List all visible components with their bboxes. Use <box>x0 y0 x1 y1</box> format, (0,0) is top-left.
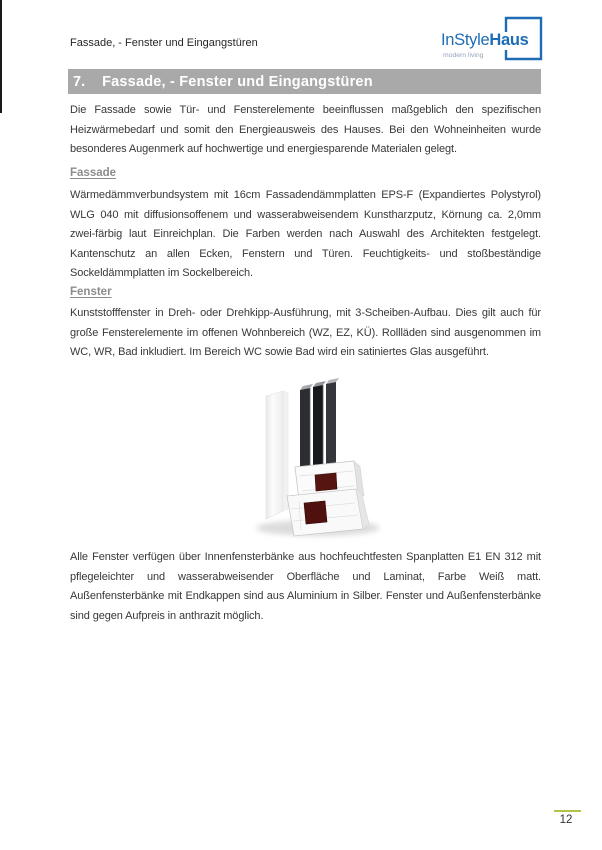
sash-gasket <box>315 473 337 491</box>
instylehaus-logo <box>433 13 545 65</box>
paragraph-fensterbaenke: Alle Fenster verfügen über Innenfensterbänke aus hochfeuchtfesten Spanplatten E1 EN 312 mit pflegeleichter und wasserabweisender Oberfläche und Laminat, Farbe Weiß matt. Außenfensterbänke mit Endkappen sind aus Aluminium in Silber. Fenster und Außenfensterbänke sind gegen Aufpreis in anthrazit möglich. <box>70 551 541 622</box>
logo-tagline: modern living <box>443 52 484 59</box>
paragraph-fenster: Kunststofffenster in Dreh- oder Drehkipp-Ausführung, mit 3-Scheiben-Aufbau. Dies gilt auch für große Fensterelemente im offenen Wohnbereich (WZ, EZ, KÜ). Rollläden sind ausgenommen im WC, WR, Bad inkludiert. Im Bereich WC sowie Bad wird ein satiniertes Glas ausgeführt. <box>70 307 541 358</box>
frame-gasket <box>304 501 327 524</box>
frame-cross-section <box>287 489 369 536</box>
footer-accent-line <box>554 810 581 812</box>
frame-extrusion <box>266 391 283 519</box>
logo-wordmark-bold: Haus <box>489 31 529 49</box>
paragraph-intro: Die Fassade sowie Tür- und Fensterelemente beeinflussen maßgeblich den spezifischen Heizwärmebedarf und somit den Energieausweis des Hauses. Bei den Wohneinheiten wurde besonderes Augenmerk auf hochwertige und energiesparende Materialen gelegt. <box>70 104 541 155</box>
subheading-fenster: Fenster <box>70 286 112 298</box>
page-number: 12 <box>559 814 573 826</box>
section-title: Fassade, - Fenster und Eingangstüren <box>102 73 373 90</box>
logo-wordmark <box>441 31 529 49</box>
frame-extrusion-edge <box>283 391 288 511</box>
scan-artifact-line <box>0 0 2 113</box>
section-heading-bar <box>68 69 541 94</box>
window-profile-image <box>242 372 402 547</box>
subheading-fassade: Fassade <box>70 167 117 179</box>
logo-wordmark-regular: InStyle <box>441 31 490 49</box>
paragraph-fassade: Wärmedämmverbundsystem mit 16cm Fassadendämmplatten EPS-F (Expandiertes Polystyrol) WLG 040 mit diffusionsoffenem und wasserabweisendem Kunstharzputz, Körnung ca. 2,0mm zwei-färbig laut Einreichplan. Die Farben werden nach Auswahl des Architekten festgelegt. Kantenschutz an allen Ecken, Fenstern und Türen. Feuchtigkeits- und stoßbeständige Sockeldämmplatten im Sockelbereich. <box>70 189 541 279</box>
glass-panes <box>300 378 339 473</box>
section-number: 7. <box>73 73 86 90</box>
running-header-title: Fassade, - Fenster und Eingangstüren <box>70 37 258 49</box>
